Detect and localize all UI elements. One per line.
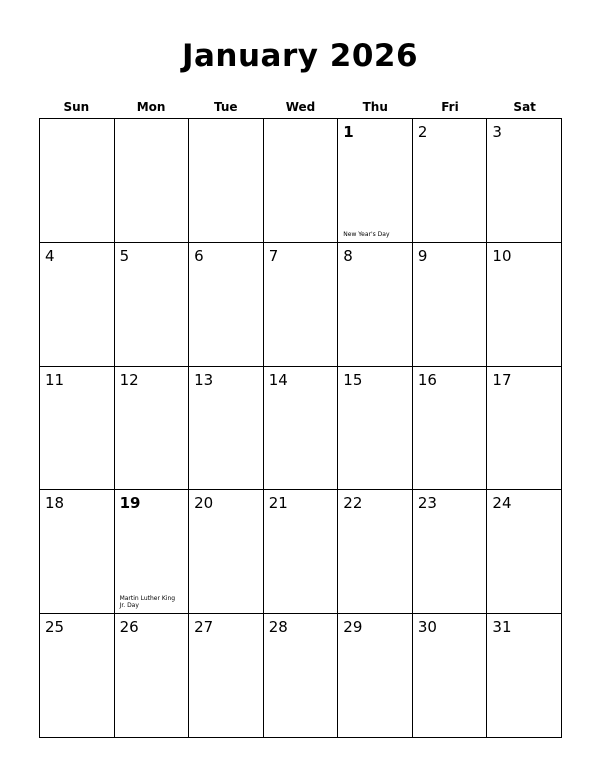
calendar-grid: [39, 118, 562, 738]
weekday-tue: Tue: [214, 100, 238, 114]
day-cell: [338, 367, 413, 491]
day-number: 5: [119, 246, 130, 265]
weekday-header-row: [39, 99, 562, 115]
day-number: 3: [492, 123, 502, 141]
holiday-label: New Year's Day: [343, 230, 390, 238]
day-number: 22: [343, 494, 363, 513]
day-number: 9: [417, 246, 428, 265]
day-number: 16: [417, 370, 437, 389]
day-cell: [40, 119, 115, 243]
day-cell: [338, 243, 413, 367]
day-number: 23: [417, 494, 437, 513]
day-cell: [413, 119, 488, 243]
day-number: 21: [268, 494, 288, 513]
day-number: 4: [45, 246, 55, 265]
day-cell: [264, 614, 339, 738]
day-cell: [487, 490, 562, 614]
day-number: 12: [119, 370, 139, 389]
day-number: 6: [194, 246, 204, 265]
day-number: 27: [194, 618, 214, 637]
day-cell: [413, 243, 488, 367]
day-cell: [413, 614, 488, 738]
day-number: 15: [343, 370, 363, 389]
weekday-thu: Thu: [362, 100, 388, 114]
day-cell: [115, 367, 190, 491]
day-cell: [40, 490, 115, 614]
day-number: 20: [194, 494, 214, 513]
day-number: 24: [492, 494, 512, 513]
day-number: 28: [268, 618, 288, 637]
day-number: 2: [417, 123, 428, 141]
day-cell: [338, 119, 413, 243]
weekday-mon: Mon: [136, 100, 166, 114]
day-cell: [189, 367, 264, 491]
day-number: 29: [343, 618, 363, 637]
day-number: 14: [268, 370, 288, 389]
day-number: 18: [45, 494, 65, 513]
day-cell: [189, 490, 264, 614]
day-cell: [115, 119, 190, 243]
day-cell: [189, 614, 264, 738]
day-cell: [487, 119, 562, 243]
day-number: 31: [492, 618, 512, 637]
weekday-sun: Sun: [63, 100, 90, 114]
day-number: 26: [119, 618, 139, 637]
weekday-fri: Fri: [441, 100, 459, 114]
day-cell: [487, 367, 562, 491]
day-number: 1: [343, 123, 354, 141]
day-cell: [115, 490, 190, 614]
day-cell: [338, 490, 413, 614]
calendar-title: January 2026: [181, 38, 419, 74]
day-number: 11: [45, 370, 65, 389]
day-number: 10: [492, 246, 512, 265]
day-number: 17: [492, 370, 512, 389]
day-cell: [487, 614, 562, 738]
day-cell: [413, 367, 488, 491]
day-cell: [264, 243, 339, 367]
day-cell: [338, 614, 413, 738]
day-cell: [40, 367, 115, 491]
day-cell: [264, 367, 339, 491]
weekday-sat: Sat: [513, 100, 536, 114]
day-cell: [40, 614, 115, 738]
day-number: 25: [45, 618, 65, 637]
weekday-wed: Wed: [285, 100, 316, 114]
day-number: 8: [343, 246, 353, 265]
day-number: 13: [194, 370, 214, 389]
holiday-label: Martin Luther King Jr. Day: [119, 595, 176, 610]
day-cell: [115, 614, 190, 738]
day-cell: [115, 243, 190, 367]
day-cell: [264, 119, 339, 243]
day-cell: [487, 243, 562, 367]
day-number: 19: [119, 494, 141, 513]
day-number: 7: [268, 246, 279, 265]
day-cell: [189, 119, 264, 243]
day-number: 30: [417, 618, 437, 637]
day-cell: [413, 490, 488, 614]
day-cell: [40, 243, 115, 367]
day-cell: [264, 490, 339, 614]
day-cell: [189, 243, 264, 367]
